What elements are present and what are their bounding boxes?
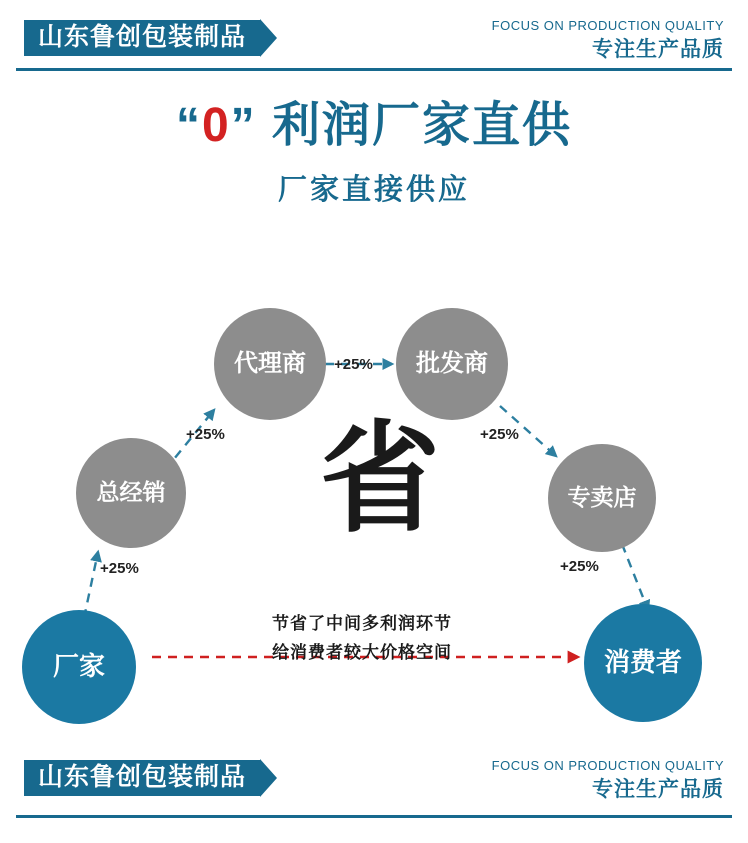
node-store-label: 专卖店 bbox=[567, 484, 637, 511]
title-rest: 利润厂家直供 bbox=[256, 99, 573, 152]
node-general-agent-label: 总经销 bbox=[96, 479, 166, 506]
node-consumer[interactable] bbox=[584, 604, 702, 722]
title-zero: 0 bbox=[201, 99, 231, 152]
savings-line-1: 节省了中间多利润环节 bbox=[272, 614, 452, 633]
markup-general-to-agent: +25% bbox=[186, 426, 225, 443]
header-slogan-cn: 专注生产品质 bbox=[592, 37, 724, 61]
markup-agent-to-wholesaler: +25% bbox=[334, 356, 373, 373]
node-agent[interactable] bbox=[214, 308, 326, 420]
header-slogan bbox=[492, 16, 724, 63]
markup-store-to-consumer: +25% bbox=[560, 558, 599, 575]
footer-slogan-cn: 专注生产品质 bbox=[592, 777, 724, 801]
markup-factory-to-general: +25% bbox=[100, 560, 139, 577]
header-divider bbox=[16, 68, 732, 71]
page-title bbox=[0, 100, 748, 153]
footer-slogan bbox=[492, 756, 724, 803]
node-wholesaler[interactable] bbox=[396, 308, 508, 420]
title-block bbox=[0, 100, 748, 208]
node-general-agent[interactable] bbox=[76, 438, 186, 548]
footer-divider bbox=[16, 815, 732, 818]
title-quote-open: “ bbox=[175, 99, 202, 152]
node-wholesaler-label: 批发商 bbox=[416, 349, 488, 377]
footer-banner bbox=[0, 750, 748, 810]
center-character: 省 bbox=[320, 410, 440, 549]
footer-slogan-en: FOCUS ON PRODUCTION QUALITY bbox=[491, 758, 724, 773]
arrow-store-to-consumer bbox=[622, 544, 648, 610]
arrow-factory-to-general bbox=[84, 552, 98, 618]
savings-line-2: 给消费者较大价格空间 bbox=[272, 642, 452, 662]
savings-caption bbox=[232, 610, 492, 668]
supply-chain-diagram bbox=[0, 280, 748, 740]
node-factory-label: 厂家 bbox=[52, 651, 105, 682]
header-brand-tag bbox=[24, 18, 277, 58]
node-agent-label: 代理商 bbox=[234, 349, 306, 377]
header-banner bbox=[0, 10, 748, 70]
footer-brand-arrow-icon bbox=[260, 759, 277, 797]
markup-wholesaler-to-store: +25% bbox=[480, 426, 519, 443]
header-brand-arrow-icon bbox=[260, 19, 277, 57]
node-factory[interactable] bbox=[22, 610, 136, 724]
node-store[interactable] bbox=[548, 444, 656, 552]
footer-brand-label: 山东鲁创包装制品 bbox=[24, 760, 260, 796]
header-slogan-en: FOCUS ON PRODUCTION QUALITY bbox=[491, 18, 724, 33]
footer-brand-tag bbox=[24, 758, 277, 798]
page-subtitle: 厂家直接供应 bbox=[277, 173, 470, 206]
title-quote-close: ” bbox=[230, 99, 257, 152]
header-brand-label: 山东鲁创包装制品 bbox=[24, 20, 260, 56]
node-consumer-label: 消费者 bbox=[603, 647, 682, 678]
